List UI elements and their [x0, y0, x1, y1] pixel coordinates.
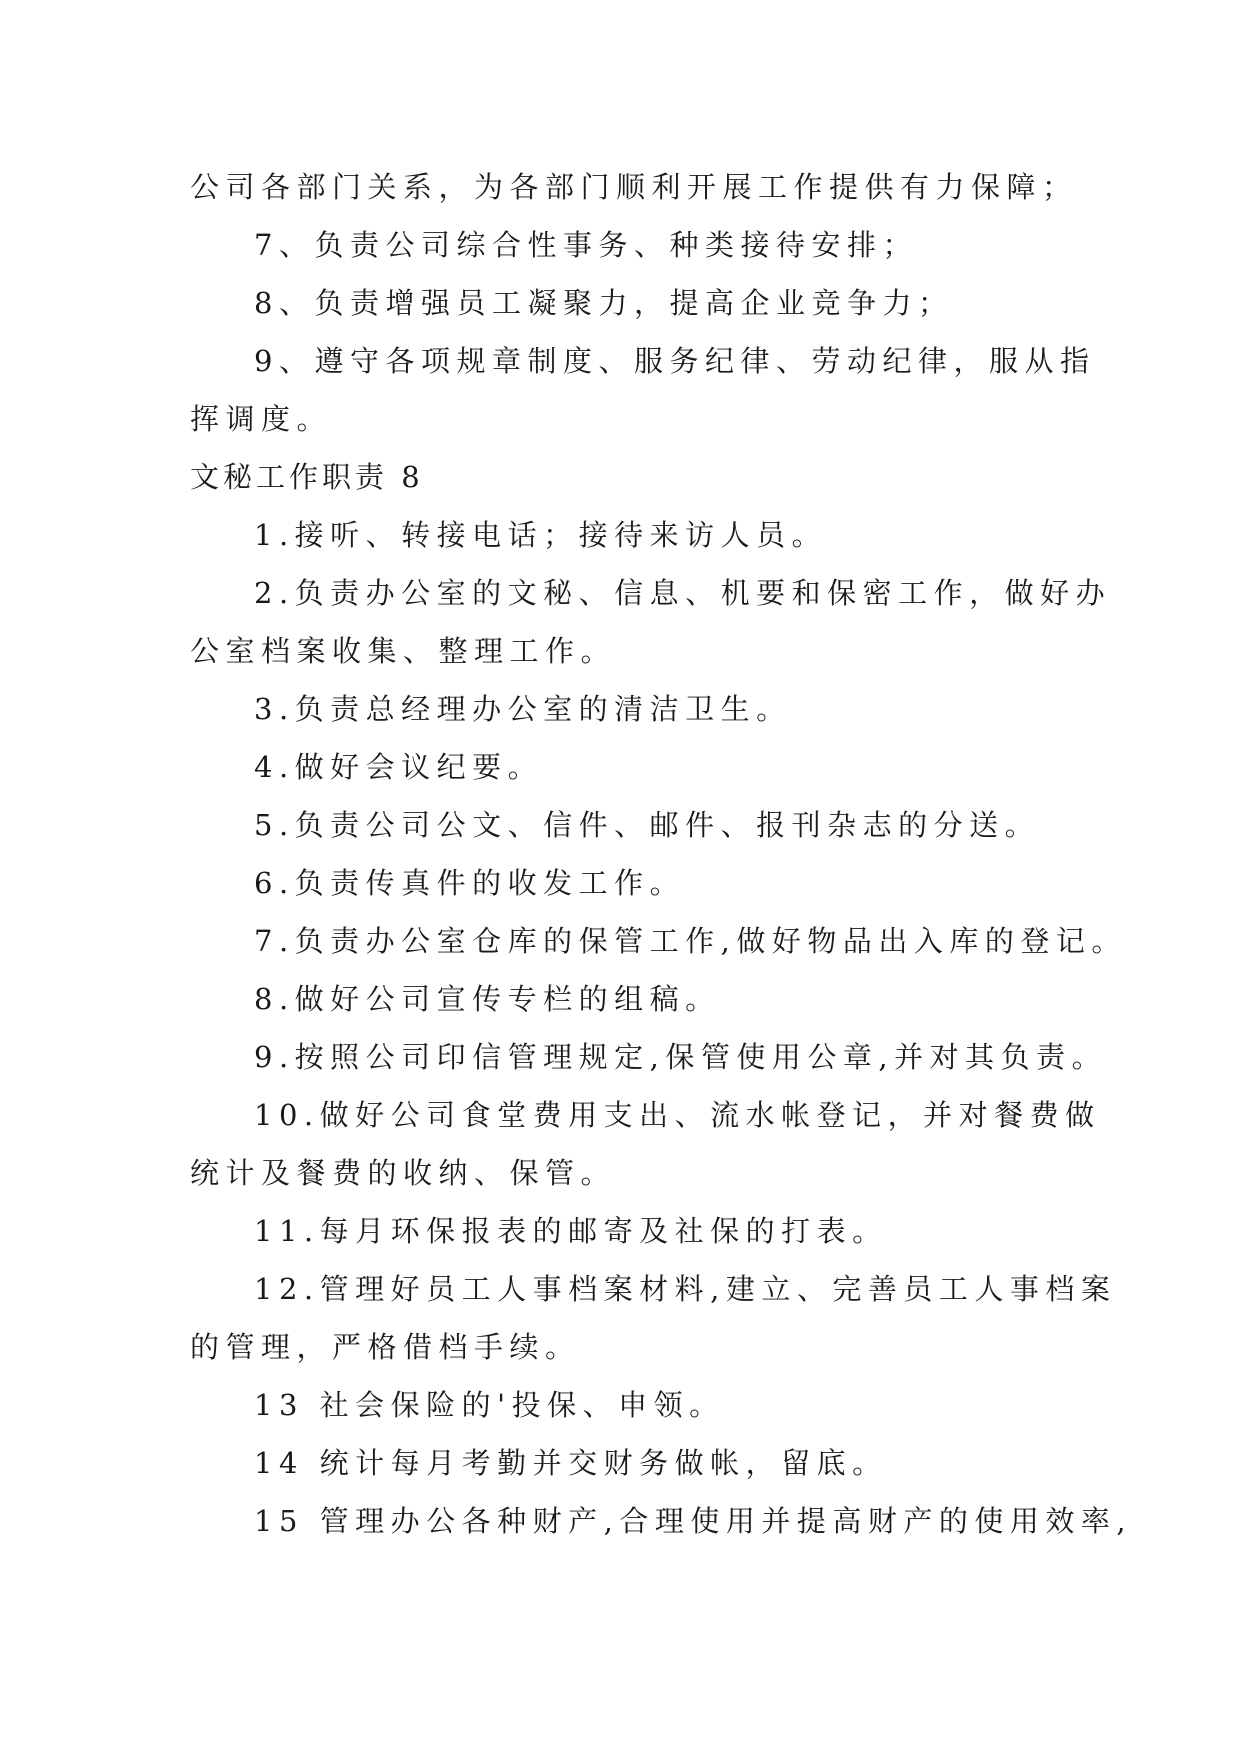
list-item: 13 社会保险的'投保、申领。: [254, 1388, 725, 1422]
list-item: 9、遵守各项规章制度、服务纪律、劳动纪律，服从指: [254, 344, 1096, 378]
list-item: 1.接听、转接电话；接待来访人员。: [254, 518, 828, 552]
list-item: 14 统计每月考勤并交财务做帐，留底。: [254, 1446, 888, 1480]
paragraph-line: 挥调度。: [190, 402, 333, 436]
list-item: 7、负责公司综合性事务、种类接待安排；: [254, 228, 918, 262]
list-item: 8、负责增强员工凝聚力，提高企业竞争力；: [254, 286, 954, 320]
paragraph-line: 统计及餐费的收纳、保管。: [190, 1156, 617, 1190]
list-item: 4.做好会议纪要。: [254, 750, 544, 784]
document-body: [190, 158, 1133, 1550]
list-item: 2.负责办公室的文秘、信息、机要和保密工作，做好办: [254, 576, 1112, 610]
paragraph-line: 公司各部门关系，为各部门顺利开展工作提供有力保障；: [190, 170, 1078, 204]
list-item: 12.管理好员工人事档案材料,建立、完善员工人事档案: [254, 1272, 1117, 1306]
list-item: 3.负责总经理办公室的清洁卫生。: [254, 692, 792, 726]
list-item: 8.做好公司宣传专栏的组稿。: [254, 982, 721, 1016]
list-item: 11.每月环保报表的邮寄及社保的打表。: [254, 1214, 888, 1248]
list-item: 7.负责办公室仓库的保管工作,做好物品出入库的登记。: [254, 924, 1127, 958]
list-item: 15 管理办公各种财产,合理使用并提高财产的使用效率,: [254, 1504, 1133, 1538]
paragraph-line: 公室档案收集、整理工作。: [190, 634, 617, 668]
list-item: 9.按照公司印信管理规定,保管使用公章,并对其负责。: [254, 1040, 1108, 1074]
list-item: 6.负责传真件的收发工作。: [254, 866, 686, 900]
list-item: 5.负责公司公文、信件、邮件、报刊杂志的分送。: [254, 808, 1041, 842]
paragraph-line: 的管理，严格借档手续。: [190, 1330, 581, 1364]
section-title: 文秘工作职责 8: [190, 460, 424, 494]
list-item: 10.做好公司食堂费用支出、流水帐登记，并对餐费做: [254, 1098, 1101, 1132]
